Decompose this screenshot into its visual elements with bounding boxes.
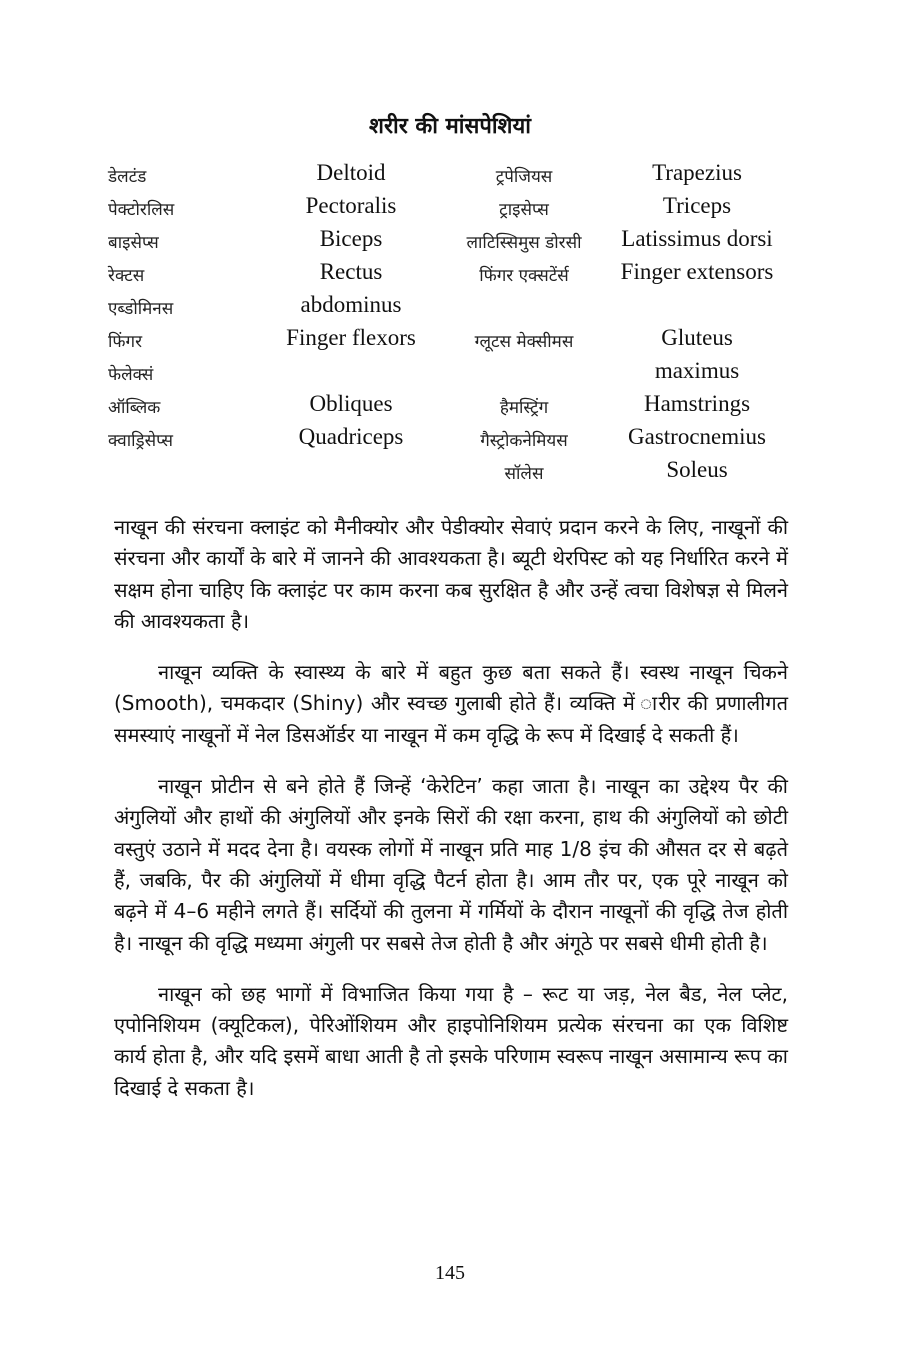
muscle-hindi-name: पेक्टोरलिस [108,200,175,220]
muscle-hindi-name: हैमस्ट्रिंग [499,398,549,418]
muscle-english-name: abdominus [300,292,402,317]
muscle-hindi-name [444,290,604,323]
muscle-english-name: Finger flexors [286,325,416,350]
paragraph-nail-health: नाखून व्यक्ति के स्वास्थ्य के बारे में बहुत कुछ बता सकते हैं। स्वस्थ नाखून चिकने (Smooth), चमकदार (Shiny) और स्वच्छ गुलाबी होते हैं। व्यक्ति में ारीर की प्रणालीगत समस्याएं नाखूनों में नेल डिसऑर्डर या नाखून में कम वृद्धि के रूप में दिखाई दे सकती हैं। [114,660,788,747]
muscle-english-name: Gastrocnemius [628,424,766,449]
muscle-hindi-name [444,356,604,389]
muscle-english-name: Soleus [666,457,728,482]
muscle-english-name: Deltoid [316,160,386,185]
muscle-english-name [258,356,444,389]
muscle-english-name: Gluteus [661,325,733,350]
paragraph-nail-keratin: नाखून प्रोटीन से बने होते हैं जिन्हें ‘केरेटिन’ कहा जाता है। नाखून का उद्देश्य पैर की अंगुलियों और हाथों की अंगुलियों और इनके सिरों की रक्षा करना, हाथ की अंगुलियों को छोटी वस्तुएं उठाने में मदद देना है। वयस्क लोगों में नाखून प्रति माह 1/8 इंच की औसत दर से बढ़ते हैं, जबकि, पैर की अंगुलियों में धीमा वृद्धि पैटर्न होता है। आम तौर पर, एक पूरे नाखून को बढ़ने में 4–6 महीने लगते हैं। सर्दियों की तुलना में गर्मियों के दौरान नाखूनों की वृद्धि तेज होती है। नाखून की वृद्धि मध्यमा अंगुली पर सबसे तेज होती है और अंगूठे पर सबसे धीमी होती है। [114,774,788,955]
muscle-hindi-name: फिंगर एक्सटेंर्स [479,266,569,286]
muscle-hindi-name: गैस्ट्रोकनेमियस [480,431,568,451]
muscle-hindi-name: ट्राइसेप्स [499,200,549,220]
muscle-english-name [604,290,790,323]
muscle-english-name: Biceps [319,226,383,251]
page-title: शरीर की मांसपेशियां [369,114,531,139]
muscle-table [90,158,790,488]
muscle-english-name: Trapezius [652,160,742,185]
muscle-hindi-name: लाटिस्सिमुस डोरसी [466,233,582,253]
muscle-english-name: Hamstrings [643,391,751,416]
muscle-hindi-name: डेलटंड [108,167,147,187]
muscle-english-name: Rectus [319,259,383,284]
text-body [114,512,788,1124]
muscle-hindi-name [90,455,258,488]
muscle-hindi-name: बाइसेप्स [108,233,159,253]
muscle-english-name: Finger extensors [620,259,774,284]
muscle-hindi-name: फिंगर [108,332,143,352]
muscle-hindi-name: एब्डोमिनस [108,299,174,319]
muscle-hindi-name: फेलेक्सं [108,365,154,385]
muscle-english-name: Pectoralis [305,193,397,218]
paragraph-nail-parts: नाखून को छह भागों में विभाजित किया गया है – रूट या जड़, नेल बैड, नेल प्लेट, एपोनिशियम (क्यूटिकल), पेरिओंशियम और हाइपोनिशियम प्रत्येक संरचना का एक विशिष्ट कार्य होता है, और यदि इसमें बाधा आती है तो इसके परिणाम स्वरूप नाखून असामान्य रूप का दिखाई दे सकता है। [114,981,788,1100]
muscle-hindi-name: ट्रपेजियस [495,167,553,187]
muscle-hindi-name: ग्लूटस मेक्सीमस [474,332,574,352]
paragraph-nail-structure: नाखून की संरचना क्लाइंट को मैनीक्योर और पेडीक्योर सेवाएं प्रदान करने के लिए, नाखूनों की संरचना और कार्यों के बारे में जानने की आवश्यकता है। ब्यूटी थेरपिस्ट को यह निर्धारित करने में सक्षम होना चाहिए कि क्लाइंट पर काम करना कब सुरक्षित है और उन्हें त्वचा विशेषज्ञ से मिलने की आवश्यकता है। [114,515,788,633]
muscle-hindi-name: क्वाड्रिसेप्स [108,431,173,451]
muscle-english-name: Quadriceps [298,424,404,449]
muscle-english-name: Obliques [309,391,393,416]
muscle-hindi-name: ऑब्लिक [108,398,161,418]
muscle-english-name: Latissimus dorsi [621,226,773,251]
muscle-hindi-name: रेक्टस [108,266,145,286]
muscle-english-name: maximus [654,358,740,383]
muscle-english-name: Triceps [662,193,732,218]
muscle-hindi-name: सॉलेस [504,464,544,484]
muscle-english-name [258,455,444,488]
page-number: 145 [435,1262,465,1284]
